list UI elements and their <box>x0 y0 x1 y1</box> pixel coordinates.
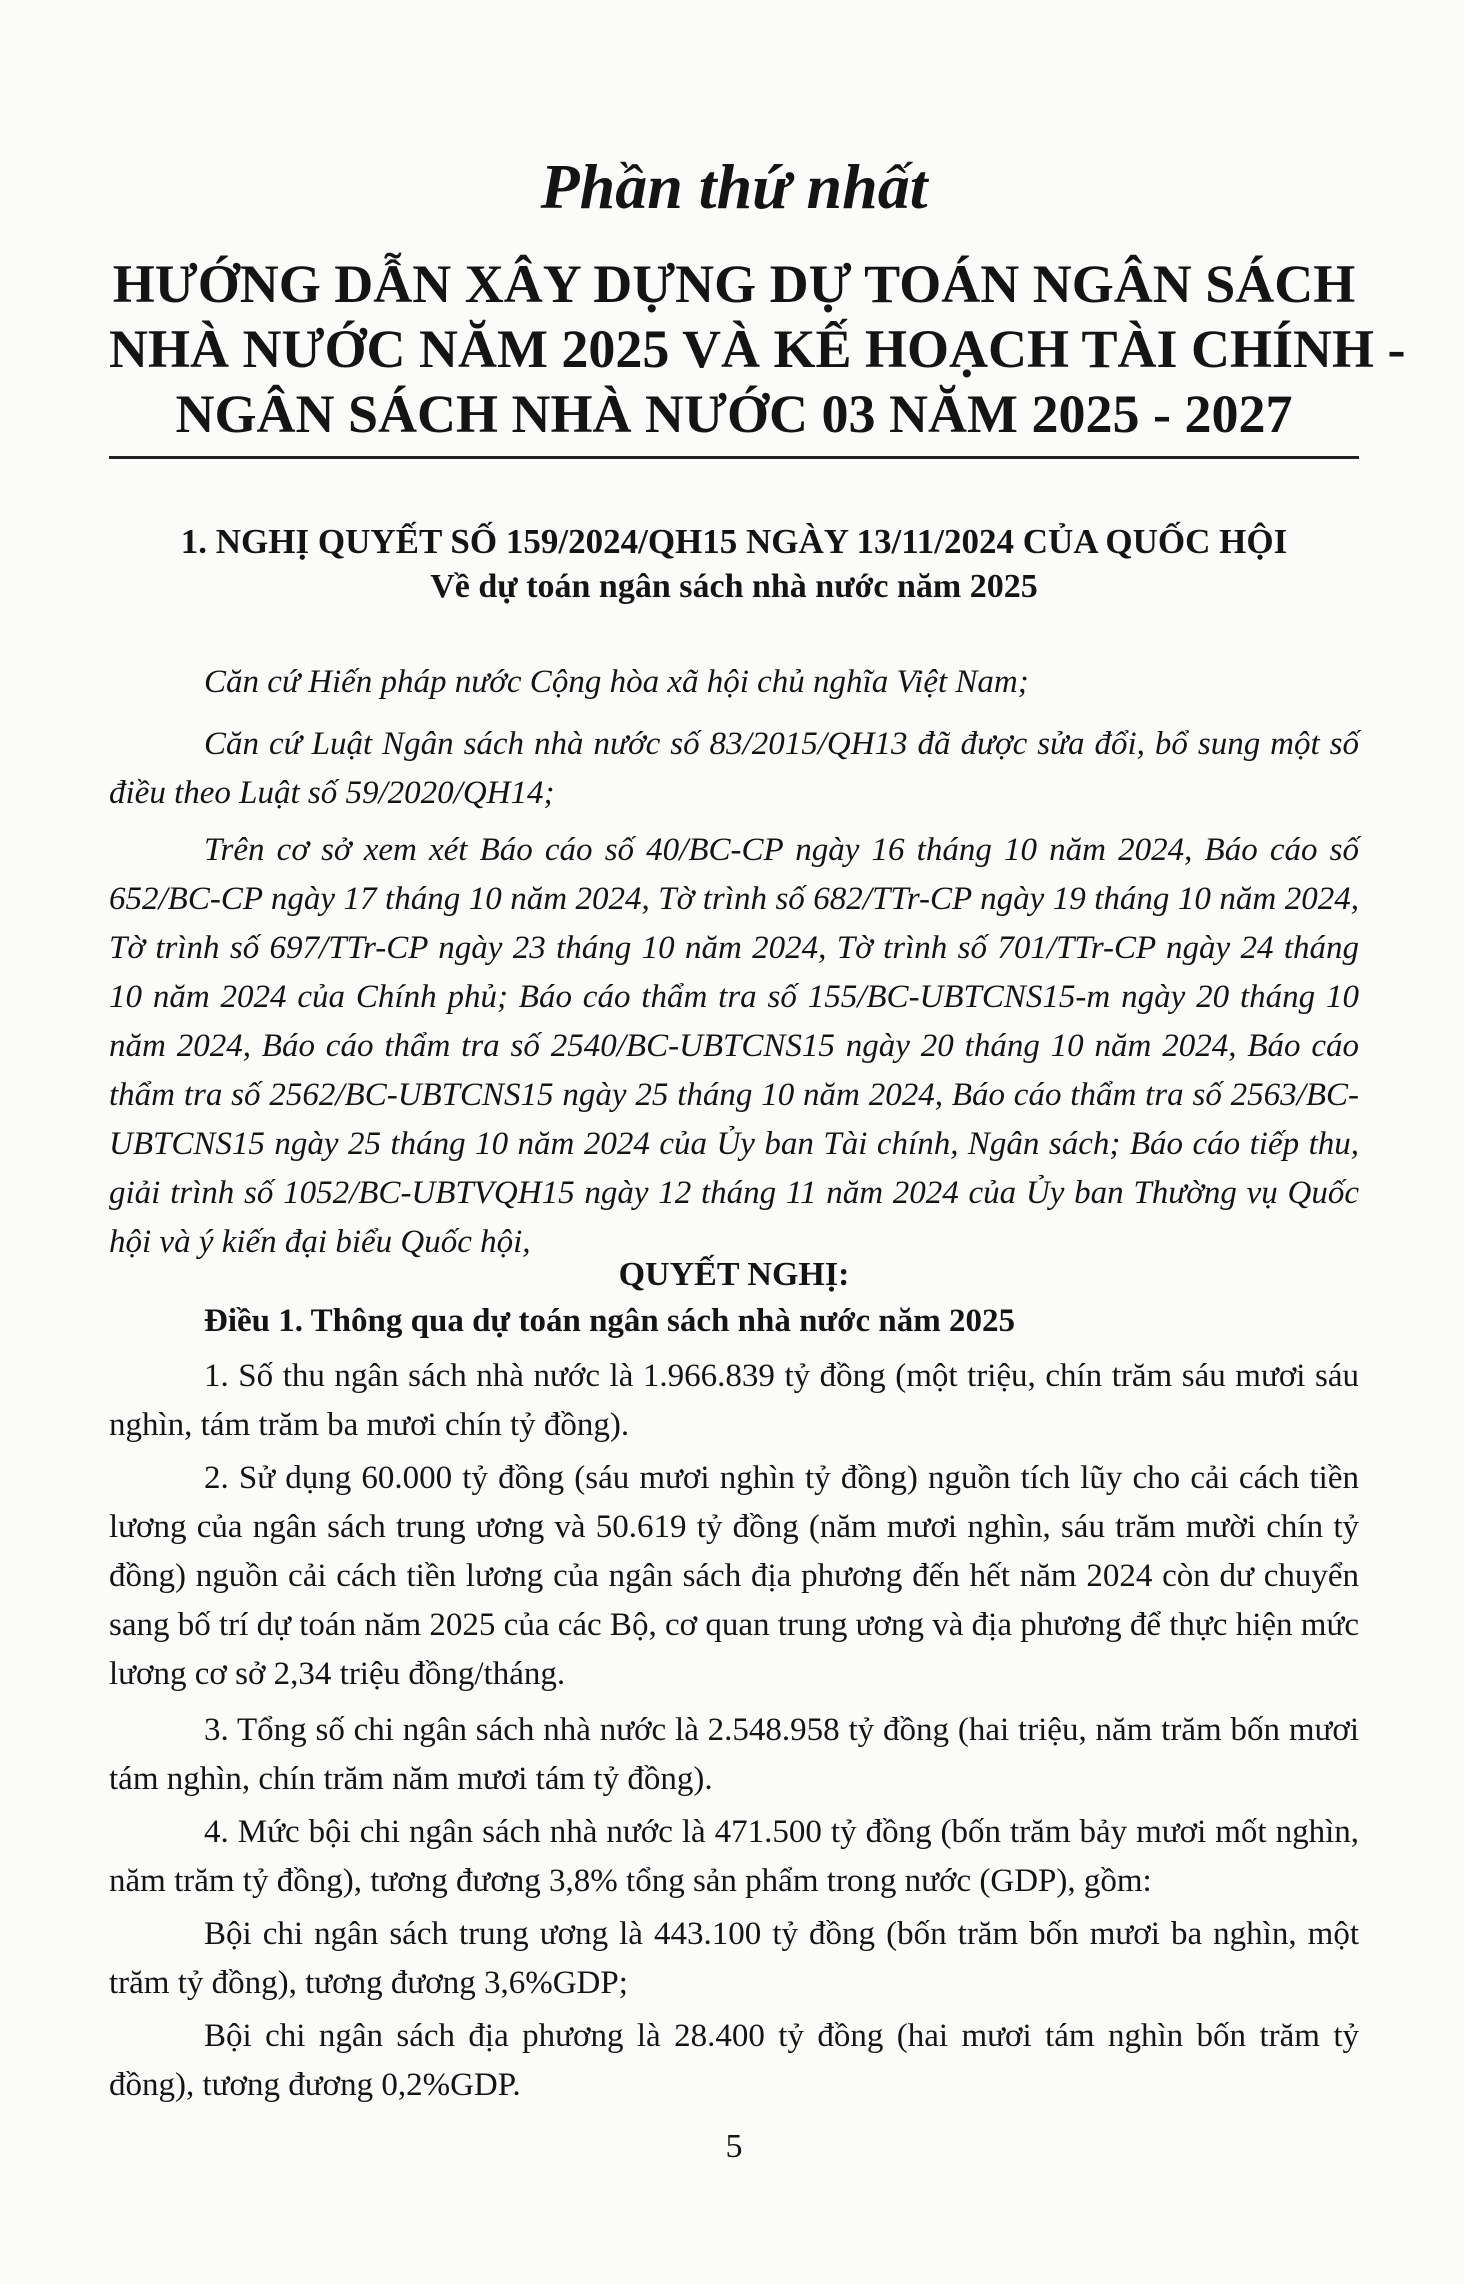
main-heading-line: NHÀ NƯỚC NĂM 2025 VÀ KẾ HOẠCH TÀI CHÍNH - <box>109 319 1406 379</box>
section-subtitle: Về dự toán ngân sách nhà nước năm 2025 <box>430 568 1038 605</box>
section-heading: 1. NGHỊ QUYẾT SỐ 159/2024/QH15 NGÀY 13/11/2024 CỦA QUỐC HỘI <box>180 522 1288 561</box>
article-item: 3. Tổng số chi ngân sách nhà nước là 2.548.958 tỷ đồng (hai triệu, năm trăm bốn mươi tám nghìn, chín trăm năm mươi tám tỷ đồng). <box>109 1712 1359 1797</box>
part-title: Phần thứ nhất <box>540 151 928 222</box>
main-heading-line: NGÂN SÁCH NHÀ NƯỚC 03 NĂM 2025 - 2027 <box>175 384 1293 444</box>
page-number: 5 <box>725 2128 743 2165</box>
article-title: Điều 1. Thông qua dự toán ngân sách nhà nước năm 2025 <box>204 1303 1015 1339</box>
preamble-paragraph: Căn cứ Luật Ngân sách nhà nước số 83/2015/QH13 đã được sửa đổi, bổ sung một số điều theo Luật số 59/2020/QH14; <box>109 726 1359 811</box>
preamble-paragraph: Trên cơ sở xem xét Báo cáo số 40/BC-CP ngày 16 tháng 10 năm 2024, Báo cáo số 652/BC-CP ngày 17 tháng 10 năm 2024, Tờ trình số 682/TTr-CP ngày 19 tháng 10 năm 2024, Tờ trình số 697/TTr-CP ngày 23 tháng 10 năm 2024, Tờ trình số 701/TTr-CP ngày 24 tháng 10 năm 2024 của Chính phủ; Báo cáo thẩm tra số 155/BC-UBTCNS15-m ngày 20 tháng 10 năm 2024, Báo cáo thẩm tra số 2540/BC-UBTCNS15 ngày 20 tháng 10 năm 2024, Báo cáo thẩm tra số 2562/BC-UBTCNS15 ngày 25 tháng 10 năm 2024, Báo cáo thẩm tra số 2563/BC-UBTCNS15 ngày 25 tháng 10 năm 2024 của Ủy ban Tài chính, Ngân sách; Báo cáo tiếp thu, giải trình số 1052/BC-UBTVQH15 ngày 12 tháng 11 năm 2024 của Ủy ban Thường vụ Quốc hội và ý kiến đại biểu Quốc hội, <box>109 832 1359 1260</box>
preamble-paragraph: Căn cứ Hiến pháp nước Cộng hòa xã hội chủ nghĩa Việt Nam; <box>204 664 1029 700</box>
article-item: 4. Mức bội chi ngân sách nhà nước là 471.500 tỷ đồng (bốn trăm bảy mươi mốt nghìn, năm trăm tỷ đồng), tương đương 3,8% tổng sản phẩm trong nước (GDP), gồm: <box>109 1814 1359 1899</box>
main-heading-line: HƯỚNG DẪN XÂY DỰNG DỰ TOÁN NGÂN SÁCH <box>112 254 1356 314</box>
article-item: 2. Sử dụng 60.000 tỷ đồng (sáu mươi nghìn tỷ đồng) nguồn tích lũy cho cải cách tiền lương của ngân sách trung ương và 50.619 tỷ đồng (năm mươi nghìn, sáu trăm mười chín tỷ đồng) nguồn cải cách tiền lương của ngân sách địa phương đến hết năm 2024 còn dư chuyển sang bố trí dự toán năm 2025 của các Bộ, cơ quan trung ương và địa phương để thực hiện mức lương cơ sở 2,34 triệu đồng/tháng. <box>109 1460 1359 1692</box>
heading-divider <box>109 456 1359 459</box>
article-item: Bội chi ngân sách trung ương là 443.100 tỷ đồng (bốn trăm bốn mươi ba nghìn, một trăm tỷ đồng), tương đương 3,6%GDP; <box>109 1916 1359 2001</box>
main-heading <box>109 252 1406 447</box>
decision-label: QUYẾT NGHỊ: <box>618 1256 850 1293</box>
article-item: Bội chi ngân sách địa phương là 28.400 tỷ đồng (hai mươi tám nghìn bốn trăm tỷ đồng), tương đương 0,2%GDP. <box>109 2018 1359 2103</box>
article-item: 1. Số thu ngân sách nhà nước là 1.966.839 tỷ đồng (một triệu, chín trăm sáu mươi sáu nghìn, tám trăm ba mươi chín tỷ đồng). <box>109 1358 1359 1443</box>
